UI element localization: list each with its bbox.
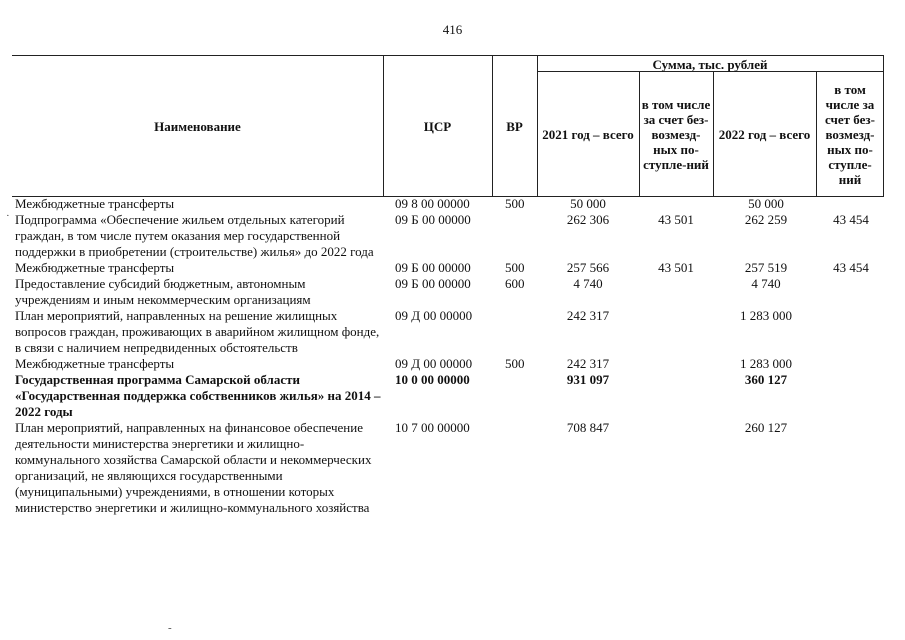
cell-2022-total: 4 740 <box>751 276 781 291</box>
cell-vr: 500 <box>505 356 525 371</box>
cell-2022-grants: 43 454 <box>833 212 869 227</box>
cell-2022-total: 1 283 000 <box>740 308 792 323</box>
column-divider <box>816 72 817 196</box>
header-2021-total: 2021 год – всего <box>542 126 634 142</box>
cell-2022-total: 262 259 <box>744 212 788 227</box>
column-divider <box>713 72 714 196</box>
cell-csr: 10 0 00 00000 <box>395 372 470 387</box>
cell-2022-total: 360 127 <box>744 372 788 387</box>
table-row <box>12 356 884 372</box>
table-row <box>12 196 884 212</box>
header-2022-grants: в том числе за счет без-возмезд-ных по-ступле-ний <box>825 81 875 187</box>
cell-name: Межбюджетные трансферты <box>15 196 175 211</box>
cell-2021-grants: 43 501 <box>658 212 694 227</box>
cell-2021-total: 262 306 <box>566 212 610 227</box>
header-vr: ВР <box>506 118 523 134</box>
cell-2022-total: 50 000 <box>748 196 784 211</box>
cell-name: Межбюджетные трансферты <box>15 260 175 275</box>
cell-name: Государственная программа Самарской области «Государственная поддержка собственников жилья» на 2014 – 2022 годы <box>15 372 381 419</box>
table-row <box>12 308 884 356</box>
header-sum-group: Сумма, тыс. рублей <box>652 56 768 72</box>
cell-csr: 09 Д 00 00000 <box>395 356 473 371</box>
cell-2021-total: 708 847 <box>566 420 610 435</box>
cell-name: Предоставление субсидий бюджетным, автономным учреждениям и иным некоммерческим организациям <box>15 276 311 307</box>
table-row <box>12 420 884 516</box>
cell-2021-total: 4 740 <box>573 276 603 291</box>
margin-mark: - <box>168 622 172 634</box>
cell-csr: 09 Б 00 00000 <box>395 212 471 227</box>
cell-name: Межбюджетные трансферты <box>15 356 175 371</box>
cell-2022-total: 257 519 <box>744 260 788 275</box>
cell-name: План мероприятий, направленных на решение жилищных вопросов граждан, проживающих в аварийном жилищном фонде, в связи с наличием непредвиденных обстоятельств <box>15 308 380 355</box>
cell-csr: 09 Б 00 00000 <box>395 276 471 291</box>
header-name: Наименование <box>154 118 241 134</box>
cell-2021-total: 242 317 <box>566 308 610 323</box>
table-header <box>12 55 884 197</box>
header-csr: ЦСР <box>423 118 452 134</box>
margin-mark: · <box>6 210 10 222</box>
column-divider <box>883 56 884 196</box>
cell-2022-total: 260 127 <box>744 420 788 435</box>
cell-name: План мероприятий, направленных на финансовое обеспечение деятельности министерства энергетики и жилищно-коммунального хозяйства Самарской области и некоммерческих организаций, не являющихся государственными (муниципальными) учреждениями, в отношении которых министерство энергетики и жилищно-коммунального хозяйства <box>15 420 372 515</box>
table-body <box>12 196 884 516</box>
cell-2021-grants: 43 501 <box>658 260 694 275</box>
cell-2022-total: 1 283 000 <box>740 356 792 371</box>
column-divider <box>639 72 640 196</box>
page-number: 416 <box>442 22 463 37</box>
cell-2021-total: 257 566 <box>566 260 610 275</box>
cell-csr: 09 Д 00 00000 <box>395 308 473 323</box>
cell-2021-total: 50 000 <box>570 196 606 211</box>
table-row <box>12 276 884 308</box>
cell-name: Подпрограмма «Обеспечение жильем отдельных категорий граждан, в том числе путем оказания мер государственной поддержки в приобретении (строительстве) жилья» до 2022 года <box>15 212 374 259</box>
table-row <box>12 260 884 276</box>
cell-2021-total: 242 317 <box>566 356 610 371</box>
header-2021-grants: в том числе за счет без-возмезд-ных по-ступле-ний <box>641 96 711 172</box>
column-divider <box>537 56 538 196</box>
cell-2022-grants: 43 454 <box>833 260 869 275</box>
cell-vr: 600 <box>505 276 525 291</box>
cell-vr: 500 <box>505 260 525 275</box>
cell-csr: 09 Б 00 00000 <box>395 260 471 275</box>
cell-csr: 09 8 00 00000 <box>395 196 470 211</box>
table-row <box>12 212 884 260</box>
cell-csr: 10 7 00 00000 <box>395 420 470 435</box>
cell-2021-total: 931 097 <box>566 372 610 387</box>
header-2022-total: 2022 год – всего <box>718 126 811 142</box>
table-row <box>12 372 884 420</box>
cell-vr: 500 <box>505 196 525 211</box>
